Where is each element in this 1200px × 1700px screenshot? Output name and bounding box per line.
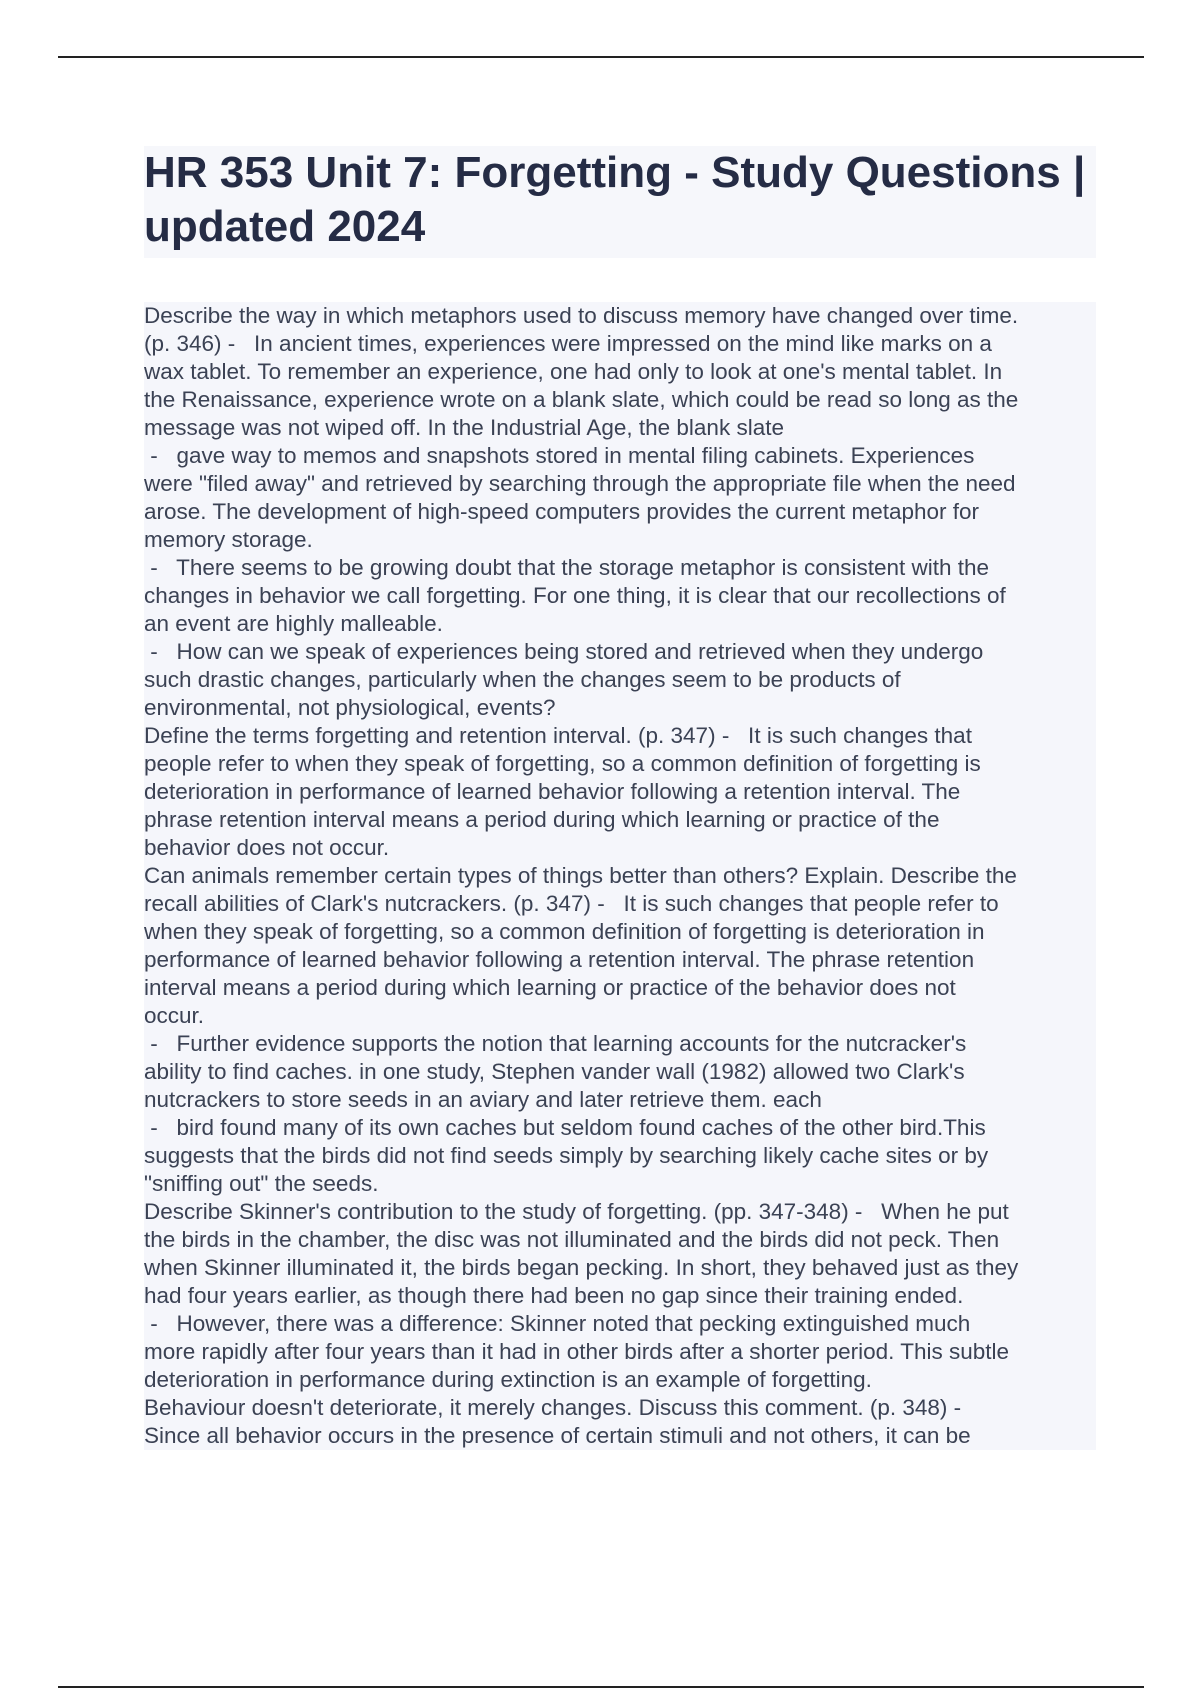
body-line: the birds in the chamber, the disc was not illuminated and the birds did not peck. Then: [144, 1226, 1096, 1254]
body-line: such drastic changes, particularly when the changes seem to be products of: [144, 666, 1096, 694]
body-line: an event are highly malleable.: [144, 610, 1096, 638]
body-line: Behaviour doesn't deteriorate, it merely changes. Discuss this comment. (p. 348) -: [144, 1394, 1096, 1422]
body-line: message was not wiped off. In the Industrial Age, the blank slate: [144, 414, 1096, 442]
body-line: Describe Skinner's contribution to the study of forgetting. (pp. 347-348) - When he put: [144, 1198, 1096, 1226]
body-line: (p. 346) - In ancient times, experiences were impressed on the mind like marks on a: [144, 330, 1096, 358]
body-line: "sniffing out" the seeds.: [144, 1170, 1096, 1198]
top-rule: [58, 56, 1144, 58]
body-line: wax tablet. To remember an experience, one had only to look at one's mental tablet. In: [144, 358, 1096, 386]
body-line: - How can we speak of experiences being stored and retrieved when they undergo: [144, 638, 1096, 666]
body-line: - gave way to memos and snapshots stored in mental filing cabinets. Experiences: [144, 442, 1096, 470]
body-line: nutcrackers to store seeds in an aviary and later retrieve them. each: [144, 1086, 1096, 1114]
body-line: - bird found many of its own caches but seldom found caches of the other bird.This: [144, 1114, 1096, 1142]
body-line: Since all behavior occurs in the presence of certain stimuli and not others, it can be: [144, 1422, 1096, 1450]
body-line: behavior does not occur.: [144, 834, 1096, 862]
body-line: were "filed away" and retrieved by searching through the appropriate file when the need: [144, 470, 1096, 498]
body-line: had four years earlier, as though there had been no gap since their training ended.: [144, 1282, 1096, 1310]
body-line: Describe the way in which metaphors used to discuss memory have changed over time.: [144, 302, 1096, 330]
body-line: - However, there was a difference: Skinner noted that pecking extinguished much: [144, 1310, 1096, 1338]
document-body: [144, 302, 1096, 1450]
body-line: environmental, not physiological, events?: [144, 694, 1096, 722]
bottom-rule: [58, 1686, 1144, 1688]
body-line: arose. The development of high-speed computers provides the current metaphor for: [144, 498, 1096, 526]
body-line: deterioration in performance during extinction is an example of forgetting.: [144, 1366, 1096, 1394]
body-line: deterioration in performance of learned behavior following a retention interval. The: [144, 778, 1096, 806]
body-line: more rapidly after four years than it had in other birds after a shorter period. This subtle: [144, 1338, 1096, 1366]
body-line: interval means a period during which learning or practice of the behavior does not: [144, 974, 1096, 1002]
body-line: performance of learned behavior following a retention interval. The phrase retention: [144, 946, 1096, 974]
body-line: changes in behavior we call forgetting. For one thing, it is clear that our recollections of: [144, 582, 1096, 610]
body-line: Define the terms forgetting and retention interval. (p. 347) - It is such changes that: [144, 722, 1096, 750]
body-line: phrase retention interval means a period during which learning or practice of the: [144, 806, 1096, 834]
body-line: - Further evidence supports the notion that learning accounts for the nutcracker's: [144, 1030, 1096, 1058]
body-line: ability to find caches. in one study, Stephen vander wall (1982) allowed two Clark's: [144, 1058, 1096, 1086]
body-line: - There seems to be growing doubt that the storage metaphor is consistent with the: [144, 554, 1096, 582]
body-line: people refer to when they speak of forgetting, so a common definition of forgetting is: [144, 750, 1096, 778]
title-block: [144, 146, 1096, 258]
document-title: HR 353 Unit 7: Forgetting - Study Questions | updated 2024: [144, 148, 1086, 251]
body-line: suggests that the birds did not find seeds simply by searching likely cache sites or by: [144, 1142, 1096, 1170]
body-line: the Renaissance, experience wrote on a blank slate, which could be read so long as the: [144, 386, 1096, 414]
body-line: memory storage.: [144, 526, 1096, 554]
body-line: when they speak of forgetting, so a common definition of forgetting is deterioration in: [144, 918, 1096, 946]
body-line: when Skinner illuminated it, the birds began pecking. In short, they behaved just as they: [144, 1254, 1096, 1282]
body-line: recall abilities of Clark's nutcrackers. (p. 347) - It is such changes that people refer to: [144, 890, 1096, 918]
body-line: Can animals remember certain types of things better than others? Explain. Describe the: [144, 862, 1096, 890]
body-line: occur.: [144, 1002, 1096, 1030]
